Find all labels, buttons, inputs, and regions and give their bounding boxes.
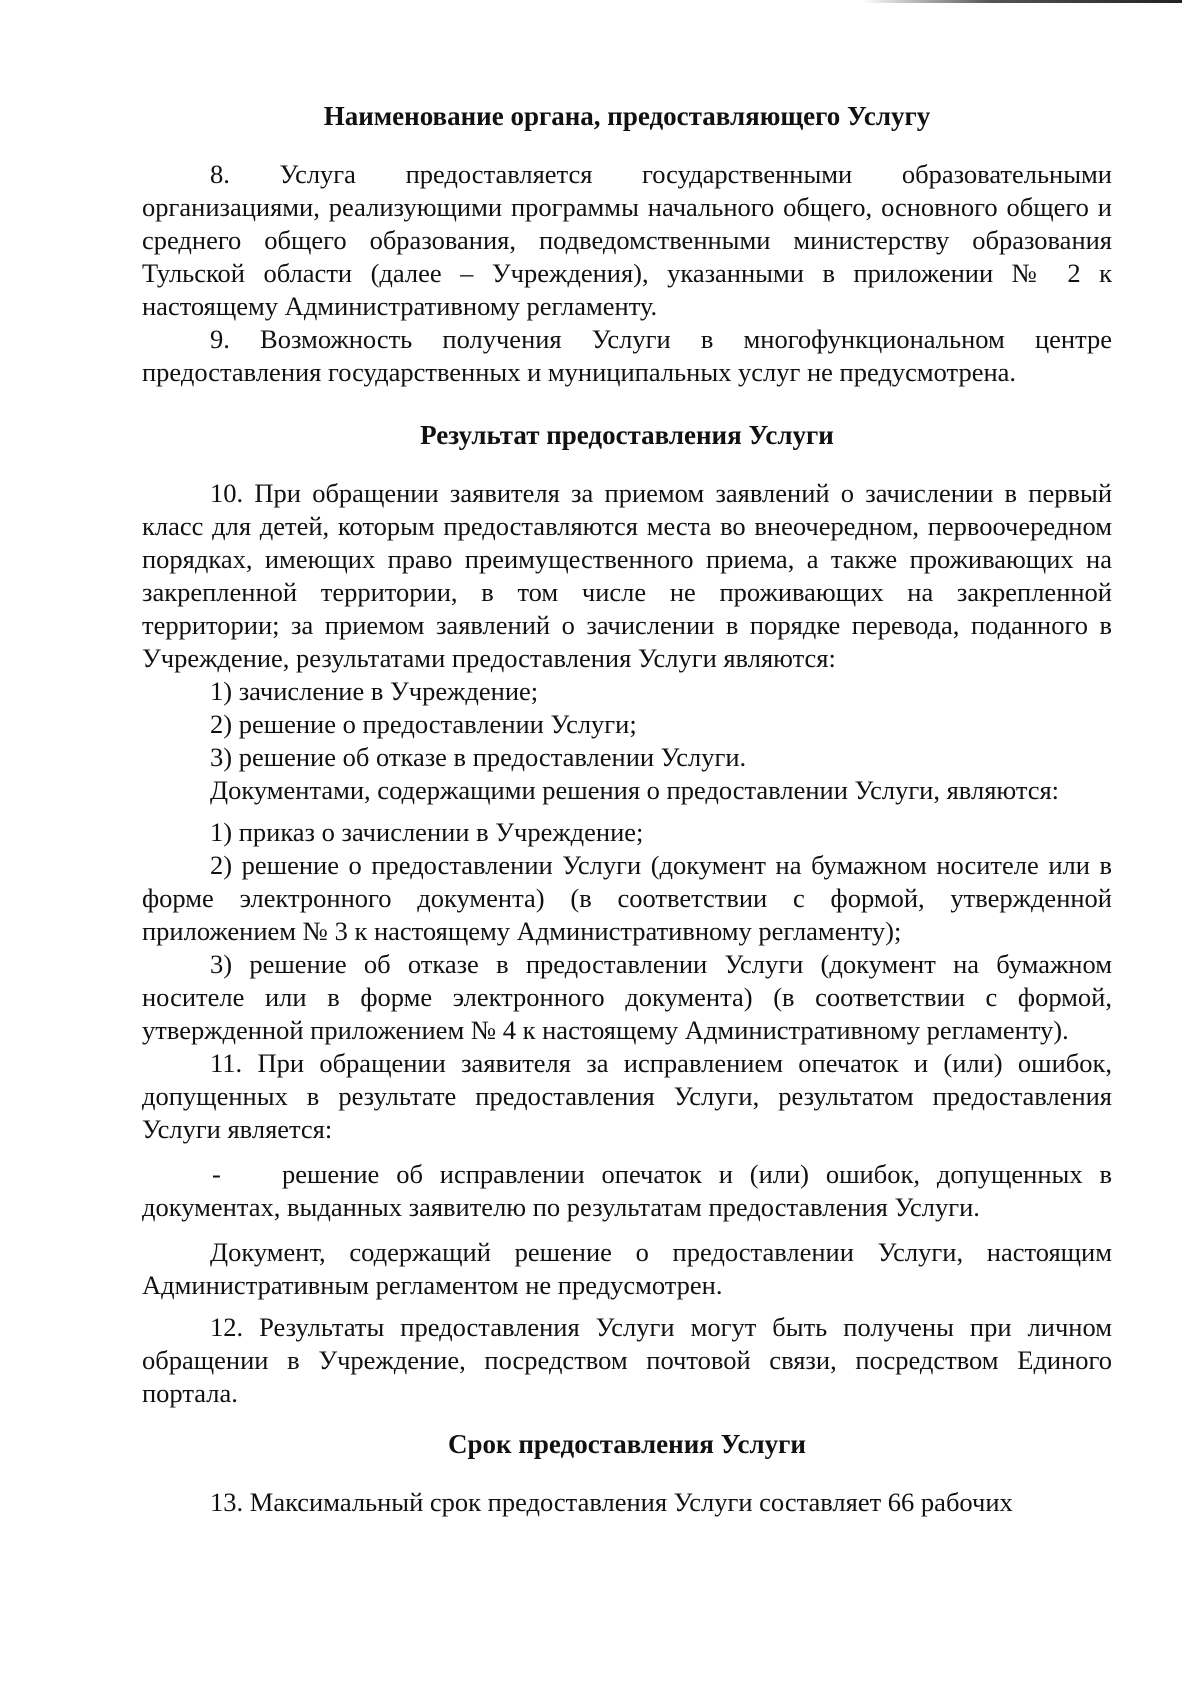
list-item-refusal-document: 3) решение об отказе в предоставлении Услуги (документ на бумажном носителе или в форме электронного документа) (в соответствии с формой, утвержденной приложением № 4 к настоящему Административному регламенту). bbox=[142, 949, 1112, 1045]
dash-item-text: решение об исправлении опечаток и (или) ошибок, допущенных в документах, выданных заявителю по результатам предоставления Услуги. bbox=[142, 1159, 1112, 1222]
section-heading-authority: Наименование органа, предоставляющего Услугу bbox=[323, 101, 931, 131]
paragraph-11: 11. При обращении заявителя за исправлением опечаток и (или) ошибок, допущенных в результате предоставления Услуги, результатом предоставления Услуги является: bbox=[142, 1048, 1112, 1144]
document-page bbox=[142, 100, 1112, 1519]
paragraph-documents-intro: Документами, содержащими решения о предоставлении Услуги, являются: bbox=[210, 775, 1060, 805]
paragraph-9: 9. Возможность получения Услуги в многофункциональном центре предоставления государственных и муниципальных услуг не предусмотрена. bbox=[142, 324, 1112, 387]
paragraph-10: 10. При обращении заявителя за приемом заявлений о зачислении в первый класс для детей, которым предоставляются места во внеочередном, первоочередном порядках, имеющих право преимущественного приема, а также проживающих на закрепленной территории, в том числе не проживающих на закрепленной территории; за приемом заявлений о зачислении в порядке перевода, поданного в Учреждение, результатами предоставления Услуги являются: bbox=[142, 478, 1112, 673]
dash-item-correction bbox=[142, 1158, 1112, 1224]
list-item-grant-document: 2) решение о предоставлении Услуги (документ на бумажном носителе или в форме электронного документа) (в соответствии с формой, утвержденной приложением № 3 к настоящему Административному регламенту); bbox=[142, 850, 1112, 946]
list-item-enrollment: 1) зачисление в Учреждение; bbox=[210, 676, 539, 706]
list-item-order: 1) приказ о зачислении в Учреждение; bbox=[210, 817, 644, 847]
list-item-decision-grant: 2) решение о предоставлении Услуги; bbox=[210, 709, 637, 739]
paragraph-12: 12. Результаты предоставления Услуги могут быть получены при личном обращении в Учреждение, посредством почтовой связи, посредством Единого портала. bbox=[142, 1312, 1112, 1408]
paragraph-8: 8. Услуга предоставляется государственными образовательными организациями, реализующими программы начального общего, основного общего и среднего общего образования, подведомственными министерству образования Тульской области (далее – Учреждения), указанными в приложении № 2 к настоящему Административному регламенту. bbox=[142, 159, 1112, 321]
section-heading-result: Результат предоставления Услуги bbox=[420, 420, 834, 450]
list-item-decision-refusal: 3) решение об отказе в предоставлении Услуги. bbox=[210, 742, 747, 772]
paragraph-13: 13. Максимальный срок предоставления Услуги составляет 66 рабочих bbox=[210, 1487, 1013, 1517]
paragraph-document-correction: Документ, содержащий решение о предоставлении Услуги, настоящим Административным регламентом не предусмотрен. bbox=[142, 1237, 1112, 1300]
dash-marker: - bbox=[212, 1159, 221, 1189]
section-heading-term: Срок предоставления Услуги bbox=[448, 1429, 806, 1459]
scan-edge-mark bbox=[862, 0, 1182, 3]
